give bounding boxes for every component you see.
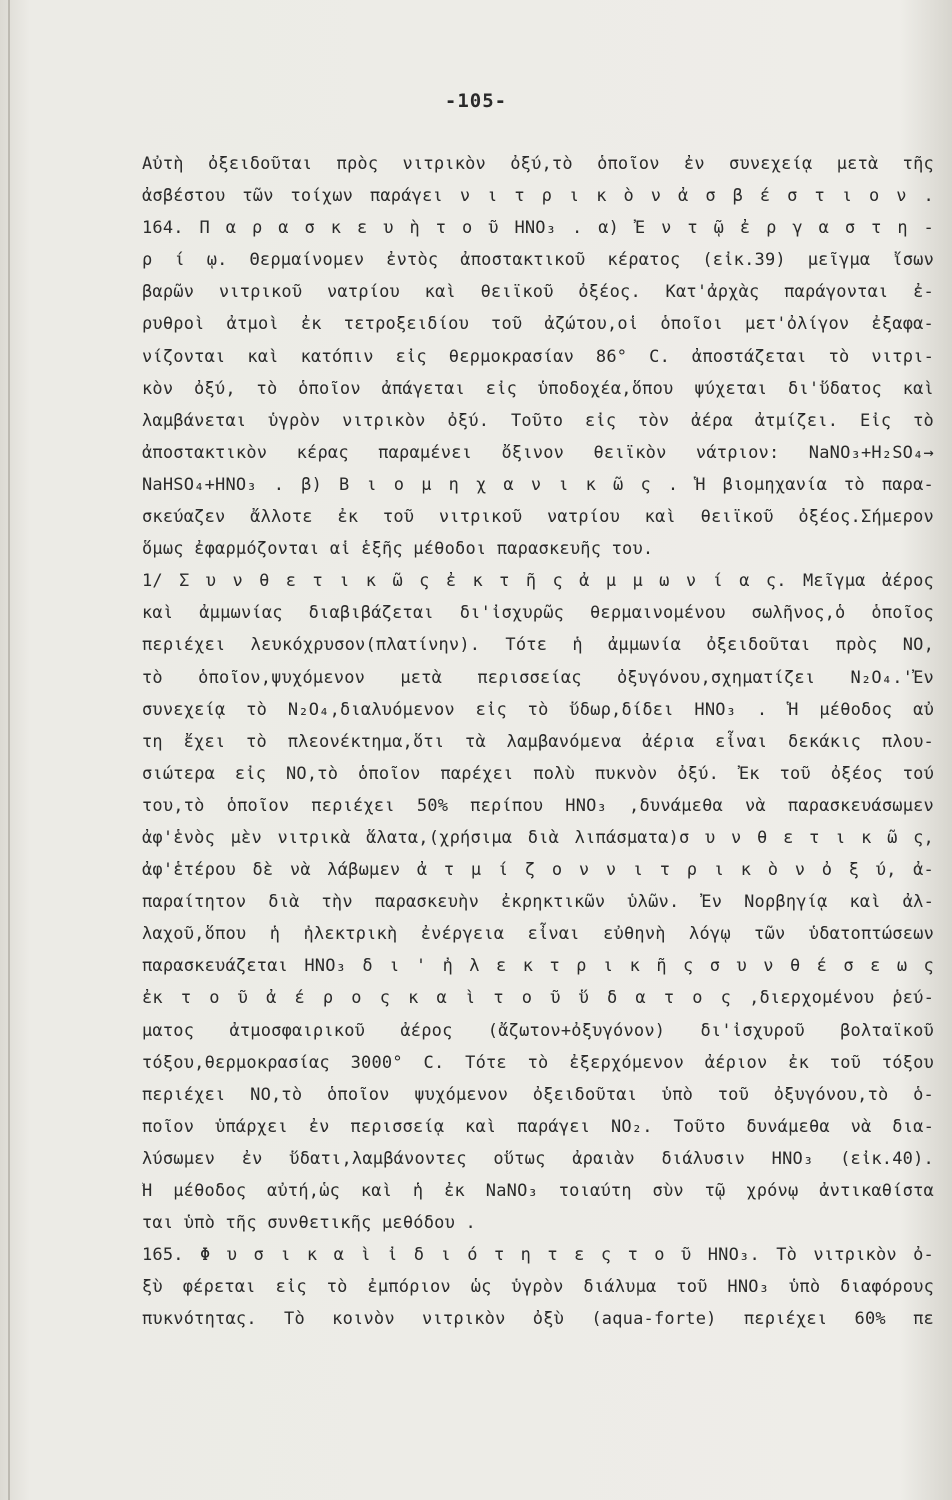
text-line: παρασκευάζεται HNO₃ δ ι ' ἠ λ ε κ τ ρ ι κ ῆ ς σ υ ν θ έ σ ε ω ς [142,956,934,977]
text-line: βαρῶν νιτρικοῦ νατρίου καὶ θειϊκοῦ ὀξέος. Κατ'ἀρχὰς παράγονται ἐ- [142,282,934,303]
text-line: περιέχει NO,τὸ ὁποῖον ψυχόμενον ὀξειδοῦται ὑπὸ τοῦ ὀξυγόνου,τὸ ὁ- [142,1084,934,1105]
text-line: ὅμως ἐφαρμόζονται αἱ ἑξῆς μέθοδοι παρασκευῆς του. [142,539,654,560]
page-number: -105- [444,90,508,112]
text-line: ται ὑπὸ τῆς συνθετικῆς μεθόδου . [142,1213,476,1234]
text-line: NaHSO₄+HNO₃ . β) Β ι ο μ η χ α ν ι κ ῶ ς . Ἡ βιομηχανία τὸ παρα- [142,474,934,495]
text-line: λαχοῦ,ὅπου ἡ ἠλεκτρικὴ ἐνέργεια εἶναι εὐθηνὴ λόγῳ τῶν ὑδατοπτώσεων [142,924,934,945]
text-line: 1/ Σ υ ν θ ε τ ι κ ῶ ς ἐ κ τ ῆ ς ἀ μ μ ω ν ί α ς. Μεῖγμα ἀέρος [142,571,934,592]
text-line: συνεχείᾳ τὸ N₂O₄,διαλυόμενον εἰς τὸ ὕδωρ,δίδει HNO₃ . Ἡ μέθοδος αὐ [142,699,934,720]
text-line: ἀσβέστου τῶν τοίχων παράγει ν ι τ ρ ι κ ὸ ν ἀ σ β έ σ τ ι ο ν . [142,186,934,207]
text-line: ἀποστακτικὸν κέρας παραμένει ὄξινον θειϊκὸν νάτριον: NaNO₃+H₂SO₄→ [142,442,934,463]
text-line: νίζονται καὶ κατόπιν εἰς θερμοκρασίαν 86° C. ἀποστάζεται τὸ νιτρι- [142,346,934,367]
text-line: ἀφ'ἑτέρου δὲ νὰ λάβωμεν ἀ τ μ ί ζ ο ν ν ι τ ρ ι κ ὸ ν ὀ ξ ύ, ἀ- [142,860,934,881]
text-line: 165. Φ υ σ ι κ α ὶ ἰ δ ι ό τ η τ ε ς τ ο ῦ HNO₃. Τὸ νιτρικὸν ὀ- [142,1245,934,1266]
text-line: τη ἔχει τὸ πλεονέκτημα,ὅτι τὰ λαμβανόμενα ἀέρια εἶναι δεκάκις πλου- [142,731,934,752]
text-line: ρ ί ῳ. Θερμαίνομεν ἐντὸς ἀποστακτικοῦ κέρατος (εἰκ.39) μεῖγμα ἴσων [142,250,934,271]
text-line: πυκνότητας. Τὸ κοινὸν νιτρικὸν ὀξὺ (aqua-forte) περιέχει 60% πε [142,1309,934,1330]
text-line: τόξου,θερμοκρασίας 3000° C. Τότε τὸ ἐξερχόμενον ἀέριον ἐκ τοῦ τόξου [142,1052,934,1073]
text-line: καὶ ἀμμωνίας διαβιβάζεται δι'ἰσχυρῶς θερμαινομένου σωλῆνος,ὁ ὁποῖος [142,603,934,624]
text-line: ξὺ φέρεται εἰς τὸ ἐμπόριον ὡς ὑγρὸν διάλυμα τοῦ HNO₃ ὑπὸ διαφόρους [142,1277,934,1298]
text-line: Ἡ μέθοδος αὐτή,ὡς καὶ ἡ ἐκ NaNO₃ τοιαύτη σὺν τῷ χρόνῳ ἀντικαθίστα [142,1181,934,1201]
text-line: περιέχει λευκόχρυσον(πλατίνην). Τότε ἡ ἀμμωνία ὀξειδοῦται πρὸς NO, [142,635,934,656]
text-line: λύσωμεν ἐν ὕδατι,λαμβάνοντες οὕτως ἀραιὰν διάλυσιν HNO₃ (εἰκ.40). [142,1148,934,1169]
text-line: λαμβάνεται ὑγρὸν νιτρικὸν ὀξύ. Τοῦτο εἰς τὸν ἀέρα ἀτμίζει. Εἰς τὸ [142,410,934,431]
text-line: τὸ ὁποῖον,ψυχόμενον μετὰ περισσείας ὀξυγόνου,σχηματίζει N₂O₄.'Ἐν [142,667,934,688]
text-line: του,τὸ ὁποῖον περιέχει 50% περίπου HNO₃ ,δυνάμεθα νὰ παρασκευάσωμεν [142,795,934,816]
text-line: κὸν ὀξύ, τὸ ὁποῖον ἀπάγεται εἰς ὑποδοχέα,ὅπου ψύχεται δι'ὕδατος καὶ [142,378,934,399]
page-edge-line [8,0,10,1500]
text-line: σιώτερα εἰς NO,τὸ ὁποῖον παρέχει πολὺ πυκνὸν ὀξύ. Ἐκ τοῦ ὀξέος τού [142,763,934,784]
text-line: ἐκ τ ο ῦ ἀ έ ρ ο ς κ α ὶ τ ο ῦ ὕ δ α τ ο ς ,διερχομένου ῥεύ- [142,988,934,1009]
text-line: παραίτητον διὰ τὴν παρασκευὴν ἐκρηκτικῶν ὑλῶν. Ἐν Νορβηγίᾳ καὶ ἀλ- [142,892,934,913]
text-line: 164. Π α ρ α σ κ ε υ ὴ τ ο ῦ HNO₃ . α) Ἐ ν τ ῷ ἐ ρ γ α σ τ η - [142,218,934,239]
text-line: ματος ἀτμοσφαιρικοῦ ἀέρος (ἄζωτον+ὀξυγόνον) δι'ἰσχυροῦ βολταϊκοῦ [142,1020,934,1041]
text-line: ἀφ'ἑνὸς μὲν νιτρικὰ ἅλατα,(χρήσιμα διὰ λιπάσματα)σ υ ν θ ε τ ι κ ῶ ς, [142,827,934,848]
body-text [142,148,934,1335]
text-line: σκεύαζεν ἄλλοτε ἐκ τοῦ νιτρικοῦ νατρίου καὶ θειϊκοῦ ὀξέος.Σήμερον [142,507,934,528]
text-line: ρυθροὶ ἀτμοὶ ἐκ τετροξειδίου τοῦ ἀζώτου,οἱ ὁποῖοι μετ'ὀλίγον ἐξαφα- [142,314,934,335]
text-line: ποῖον ὑπάρχει ἐν περισσείᾳ καὶ παράγει NO₂. Τοῦτο δυνάμεθα νὰ δια- [142,1116,934,1137]
text-line: Αὐτὴ ὀξειδοῦται πρὸς νιτρικὸν ὀξύ,τὸ ὁποῖον ἐν συνεχείᾳ μετὰ τῆς [142,154,934,174]
